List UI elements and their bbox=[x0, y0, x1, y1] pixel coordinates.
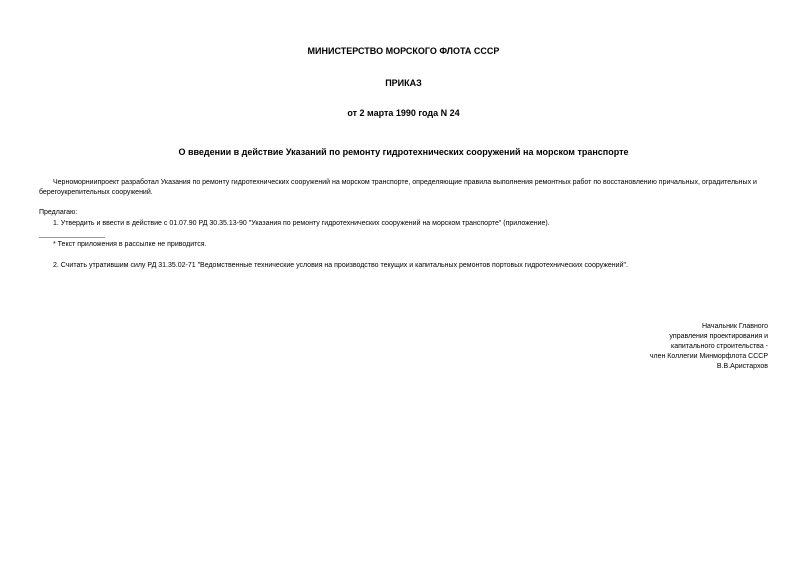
signature-line: член Коллегии Минморфлота СССР bbox=[649, 353, 768, 360]
order-item-1: 1. Утвердить и ввести в действие с 01.07.90 РД 30.35.13-90 "Указания по ремонту гидротехнических сооружений на морском транспорте" (приложение). bbox=[53, 220, 550, 227]
footnote-separator bbox=[39, 237, 105, 238]
ministry-title: МИНИСТЕРСТВО МОРСКОГО ФЛОТА СССР bbox=[307, 46, 500, 56]
footnote: * Текст приложения в рассылке не приводится. bbox=[53, 241, 207, 248]
signature-line: управления проектирования и bbox=[669, 333, 768, 340]
signature-line: капитального строительства - bbox=[671, 343, 768, 350]
document-type: ПРИКАЗ bbox=[385, 78, 422, 88]
intro-paragraph: Черноморниипроект разработал Указания по ремонту гидротехнических сооружений на морском транспорте, определяющие правила выполнения ремонтных работ по восстановлению причальных, оградительных и берегоукрепительных сооружений. bbox=[39, 179, 757, 196]
propose-label: Предлагаю: bbox=[39, 209, 78, 216]
document-date-number: от 2 марта 1990 года N 24 bbox=[347, 108, 460, 118]
order-item-2: 2. Считать утратившим силу РД 31.35.02-71 "Ведомственные технические условия на производство текущих и капитальных ремонтов портовых гидротехнических сооружений". bbox=[53, 262, 628, 269]
signature-line: Начальник Главного bbox=[702, 323, 768, 330]
signature-block bbox=[650, 322, 768, 372]
signatory-name: В.В.Аристархов bbox=[716, 363, 768, 370]
document-subject: О введении в действие Указаний по ремонту гидротехнических сооружений на морском транспорте bbox=[178, 147, 629, 157]
